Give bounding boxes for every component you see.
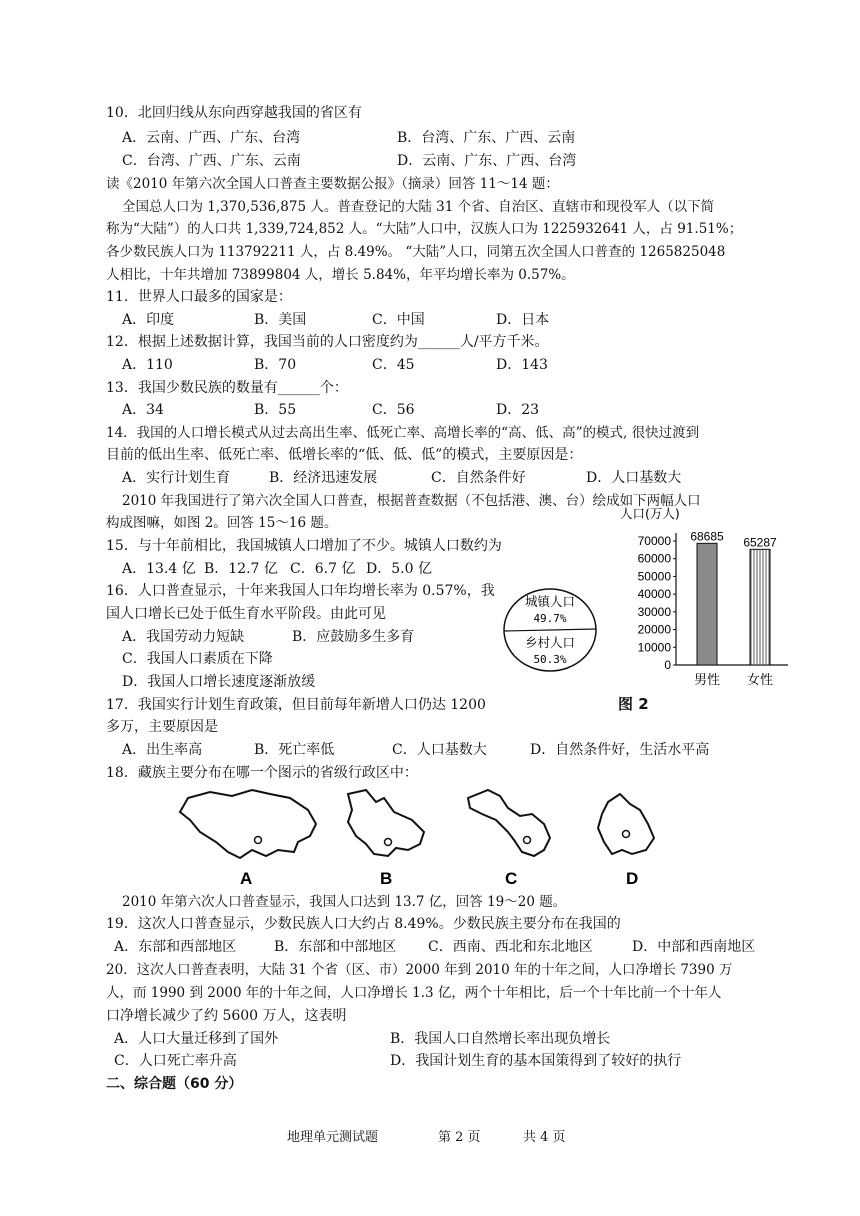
q17-option-a: A．出生率高: [122, 742, 203, 758]
q20-stem: 人，而 1990 到 2000 年的十年之间，人口净增长 1.3 亿，两个十年相比，后一个十年比前一个十年人: [106, 985, 722, 1001]
q19-option-d: D．中部和西南地区: [632, 939, 756, 955]
bar-category-label-female: 女性: [746, 673, 774, 688]
q12-option-d: D．143: [496, 357, 548, 373]
q17-option-c: C．人口基数大: [392, 742, 487, 758]
pie-slice-label-urban: 城镇人口: [524, 594, 576, 609]
q13-option-d: D．23: [496, 402, 540, 418]
q14-option-a: A．实行计划生育: [122, 470, 231, 486]
q20-option-b: B．我国人口自然增长率出现负增长: [390, 1031, 611, 1047]
map-label-d: D: [626, 869, 639, 888]
bar-y-tick-label: 40000: [637, 587, 671, 602]
q15-option-b: B．12.7 亿: [204, 561, 278, 577]
q13-option-a: A．34: [122, 402, 164, 418]
q11-option-a: A．印度: [122, 312, 175, 328]
reading1-line: 称为“大陆”）的人口共 1,339,724,852 人。“大陆”人口中，汉族人口为 1225932641 人，占 91.51%；: [106, 221, 743, 237]
q19-stem: 19．这次人口普查显示，少数民族人口大约占 8.49%。少数民族主要分布在我国的: [106, 916, 621, 932]
bar-y-tick-label: 0: [664, 658, 671, 672]
q16-option-a: A．我国劳动力短缺: [122, 629, 245, 645]
reading1-intro: 读《2010 年第六次全国人口普查主要数据公报》（摘录）回答 11～14 题：: [106, 176, 559, 192]
q17-option-d: D．自然条件好，生活水平高: [530, 742, 710, 758]
map-label-a: A: [240, 869, 253, 888]
q17-stem: 17．我国实行计划生育政策，但目前每年新增人口仍达 1200: [106, 697, 486, 713]
bar-category-label-male: 男性: [693, 673, 721, 688]
q15-option-c: C．6.7 亿: [290, 561, 356, 577]
q17-option-b: B．死亡率低: [254, 742, 335, 758]
q19-option-c: C．西南、西北和东北地区: [428, 939, 593, 955]
q14-stem: 目前的低出生率、低死亡率、低增长率的“低、低、低”的模式，主要原因是：: [106, 447, 583, 463]
pie-chart: [500, 585, 600, 675]
q14-option-b: B．经济迅速发展: [269, 470, 378, 486]
map-d-yunnan: [598, 794, 654, 854]
bar-y-tick-label: 70000: [637, 534, 671, 548]
q19-option-a: A．东部和西部地区: [114, 939, 237, 955]
pie-value-rural: 50.3%: [533, 653, 567, 666]
q17-stem: 多万，主要原因是: [106, 719, 218, 735]
bar-y-axis-label: 人口(万人): [620, 506, 680, 521]
province-maps: [170, 780, 690, 890]
bar-value-label: 65287: [743, 535, 777, 550]
bar-chart: [618, 505, 798, 690]
q10-stem: 10．北回归线从东向西穿越我国的省区有: [106, 105, 362, 121]
q16-option-b: B．应鼓励多生多育: [292, 629, 415, 645]
q13-option-b: B．55: [254, 402, 297, 418]
footer-subject: 地理单元测试题: [287, 1130, 379, 1145]
q16-stem: 16．人口普查显示，十年来我国人口年均增长率为 0.57%，我: [106, 583, 495, 599]
map-b-qinghai: [348, 790, 424, 856]
pie-value-urban: 49.7%: [533, 612, 567, 625]
q20-stem: 20．这次人口普查表明，大陆 31 个省（区、市）2000 年到 2010 年的十年之间，人口净增长 7390 万: [106, 962, 733, 978]
q13-stem: 13．我国少数民族的数量有______个：: [106, 380, 348, 396]
q12-option-b: B．70: [254, 357, 297, 373]
q11-option-b: B．美国: [254, 312, 307, 328]
pie-slice-label-rural: 乡村人口: [524, 635, 576, 650]
q16-option-c: C．我国人口素质在下降: [122, 651, 273, 667]
q15-option-a: A．13.4 亿: [122, 561, 196, 577]
bar-y-tick-label: 20000: [637, 622, 671, 637]
q11-option-d: D．日本: [496, 312, 550, 328]
footer-page: 第 2 页: [438, 1130, 481, 1145]
reading2-line: 2010 年我国进行了第六次全国人口普查，根据普查数据（不包括港、澳、台）绘成如下两幅人口: [122, 493, 701, 509]
q16-option-d: D．我国人口增长速度逐渐放缓: [122, 674, 316, 690]
map-label-c: C: [505, 869, 518, 888]
q11-option-c: C．中国: [372, 312, 425, 328]
q11-stem: 11．世界人口最多的国家是：: [106, 289, 292, 305]
q14-option-d: D．人口基数大: [586, 470, 682, 486]
q10-option-b: B．台湾、广东、广西、云南: [397, 130, 576, 146]
q15-stem: 15．与十年前相比，我国城镇人口增加了不少。城镇人口数约为: [106, 538, 502, 554]
bar-male: [697, 543, 717, 665]
q20-stem: 口净增长减少了约 5600 万人，这表明: [106, 1008, 347, 1024]
q13-option-c: C．56: [372, 402, 415, 418]
bar-female: [750, 549, 770, 665]
q10-option-d: D．云南、广东、广西、台湾: [397, 153, 577, 169]
q20-option-c: C．人口死亡率升高: [114, 1053, 237, 1069]
figure-label: 图 2: [618, 695, 649, 713]
map-c-gansu: [468, 790, 550, 856]
reading1-line: 各少数民族人口为 113792211 人，占 8.49%。 “大陆”人口，同第五次全国人口普查的 1265825048: [106, 244, 726, 260]
map-label-b: B: [380, 869, 393, 888]
q15-option-d: D．5.0 亿: [366, 561, 432, 577]
q10-option-a: A．云南、广西、广东、台湾: [122, 130, 301, 146]
map-a-tibet: [180, 790, 316, 858]
q19-option-b: B．东部和中部地区: [274, 939, 397, 955]
q12-stem: 12．根据上述数据计算，我国当前的人口密度约为______人/平方千米。: [106, 334, 549, 350]
footer-total: 共 4 页: [523, 1130, 566, 1145]
bar-y-tick-label: 10000: [637, 640, 671, 655]
reading3-text: 2010 年第六次人口普查显示，我国人口达到 13.7 亿，回答 19～20 题。: [122, 894, 567, 910]
q16-stem: 国人口增长已处于低生育水平阶段。由此可见: [106, 606, 386, 622]
q18-stem: 18．藏族主要分布在哪一个图示的省级行政区中：: [106, 765, 418, 781]
reading2-line: 构成图嘛，如图 2。回答 15～16 题。: [106, 515, 338, 531]
bar-y-tick-label: 60000: [637, 551, 671, 566]
q12-option-c: C．45: [372, 357, 415, 373]
q14-option-c: C．自然条件好: [431, 470, 526, 486]
q20-option-a: A．人口大量迁移到了国外: [114, 1031, 279, 1047]
bar-y-tick-label: 50000: [637, 569, 671, 584]
bar-value-label: 68685: [690, 529, 724, 544]
reading1-line: 全国总人口为 1,370,536,875 人。普查登记的大陆 31 个省、自治区、直辖市和现役军人（以下简: [122, 199, 715, 215]
bar-y-tick-label: 30000: [637, 604, 671, 619]
section2-title: 二、综合题（60 分）: [106, 1076, 243, 1092]
reading1-line: 人相比，十年共增加 73899804 人，增长 5.84%，年平均增长率为 0.57%。: [106, 267, 575, 283]
q10-option-c: C．台湾、广西、广东、云南: [122, 153, 301, 169]
q20-option-d: D．我国计划生育的基本国策得到了较好的执行: [390, 1053, 682, 1069]
q14-stem: 14．我国的人口增长模式从过去高出生率、低死亡率、高增长率的“高、低、高”的模式, 很快过渡到: [106, 425, 700, 441]
q12-option-a: A．110: [122, 357, 173, 373]
